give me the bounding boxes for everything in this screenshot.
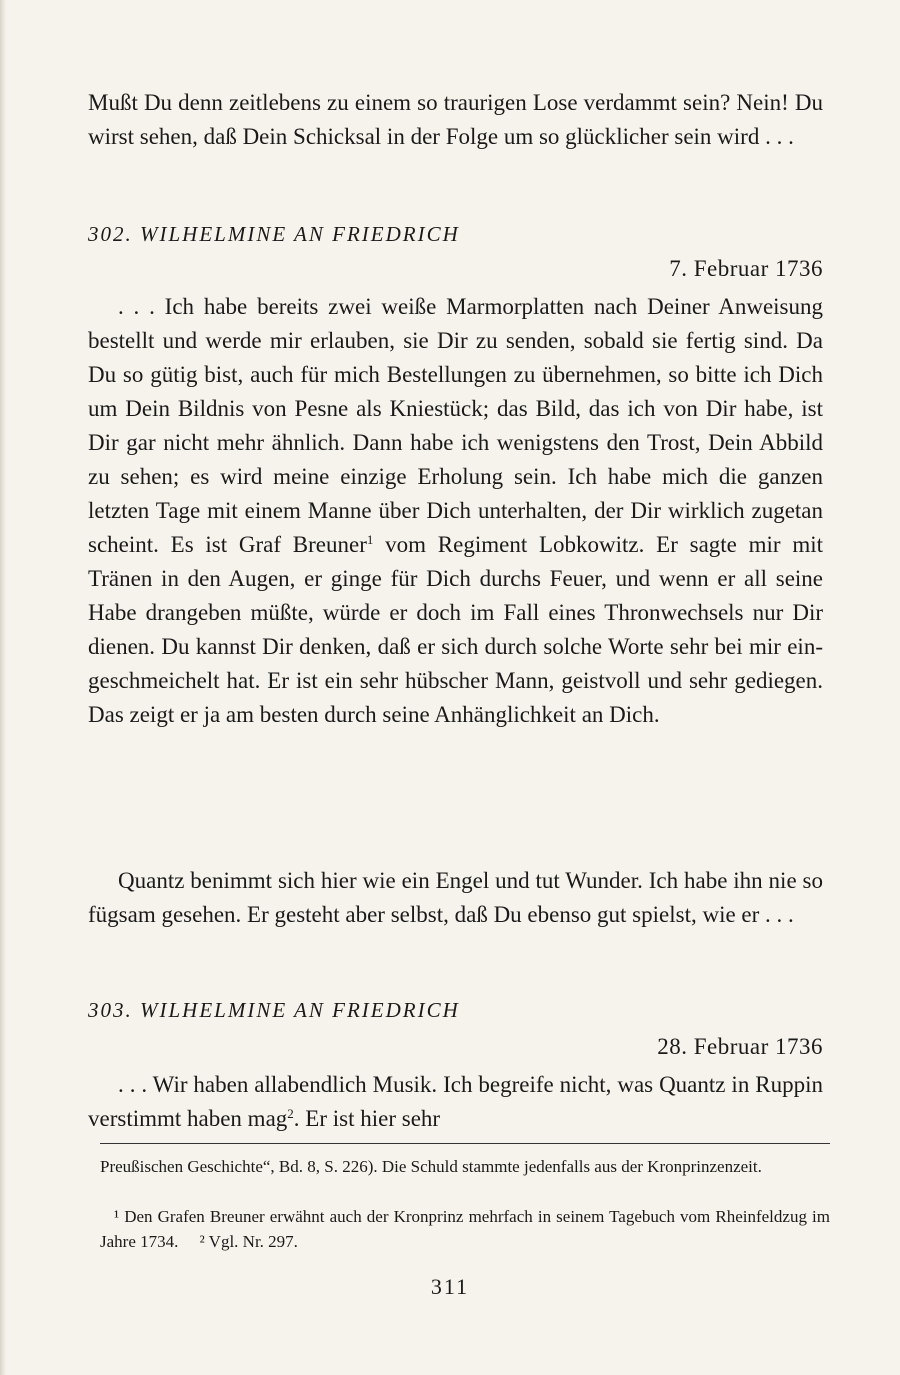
letter-302-date: 7. Februar 1736	[669, 256, 823, 281]
letter-303-date: 28. Februar 1736	[657, 1034, 823, 1059]
footnote-1	[100, 1204, 830, 1254]
letter-302-text-b: vom Regiment Lobkowitz. Er sagte mir mit Tränen in den Augen, er ginge für Dich durchs Feuer, und wenn er all seine Habe drangeben müßte, würde er doch im Fall eines Thronwechsels nur Dir dienen. Du kannst Dir denken, daß er sich durch solche Worte sehr bei mir eingeschmeichelt hat. Er ist ein sehr hübscher Mann, geistvoll und sehr gediegen. Das zeigt er ja am besten durch seine Anhänglichkeit an Dich.	[88, 532, 824, 727]
footnote-continuation: Preußischen Geschichte“, Bd. 8, S. 226). Die Schuld stammte jedenfalls aus der Kronprinzenzeit.	[100, 1157, 762, 1176]
letter-303-text-a: . . . Wir haben allabendlich Musik. Ich begreife nicht, was Quantz in Ruppin verstimmt haben mag	[88, 1072, 823, 1131]
letter-302-text-a: . . . Ich habe bereits zwei weiße Marmorplatten nach Deiner Anweisung bestellt und werde mir erlauben, sie Dir zu senden, sobald sie fertig sind. Da Du so gütig bist, auch für mich Bestellungen zu übernehmen, so bitte ich Dich um Dein Bildnis von Pesne als Kniestück; das Bild, das ich von Dir habe, ist Dir gar nicht mehr ähnlich. Dann habe ich wenigstens den Trost, Dein Abbild zu sehen; es wird meine einzige Erholung sein. Ich habe mich die ganzen letzten Tage mit einem Manne über Dich unterhalten, der Dir wirklich zugetan scheint. Es ist Graf Breuner	[88, 294, 823, 557]
letter-302-paragraph-1	[88, 290, 823, 732]
letter-303-heading: 303. WILHELMINE AN FRIEDRICH	[88, 998, 460, 1022]
letter-303-text-b: . Er ist hier sehr	[293, 1106, 441, 1131]
footnote-ref-2: 2	[287, 1106, 294, 1121]
page-edge-shadow	[0, 0, 6, 1375]
footnote-ref-1: 1	[366, 532, 374, 547]
page-number: 311	[430, 1274, 470, 1299]
footnote-2-text: ² Vgl. Nr. 297.	[199, 1232, 298, 1251]
letter-302-heading: 302. WILHELMINE AN FRIEDRICH	[88, 222, 460, 246]
footnote-1-text: ¹ Den Grafen Breuner erwähnt auch der Kronprinz mehrfach in seinem Tagebuch vom Rheinfeldzug im Jahre 1734.	[100, 1207, 830, 1251]
intro-paragraph: Mußt Du denn zeitlebens zu einem so traurigen Lose verdammt sein? Nein! Du wirst sehen, daß Dein Schicksal in der Folge um so glücklicher sein wird . . .	[88, 90, 823, 149]
footnote-divider	[100, 1143, 830, 1144]
letter-302-paragraph-2: Quantz benimmt sich hier wie ein Engel und tut Wunder. Ich habe ihn nie so fügsam gesehen. Er gesteht aber selbst, daß Du ebenso gut spielst, wie er . . .	[88, 868, 823, 927]
letter-303-paragraph-1	[88, 1068, 823, 1136]
